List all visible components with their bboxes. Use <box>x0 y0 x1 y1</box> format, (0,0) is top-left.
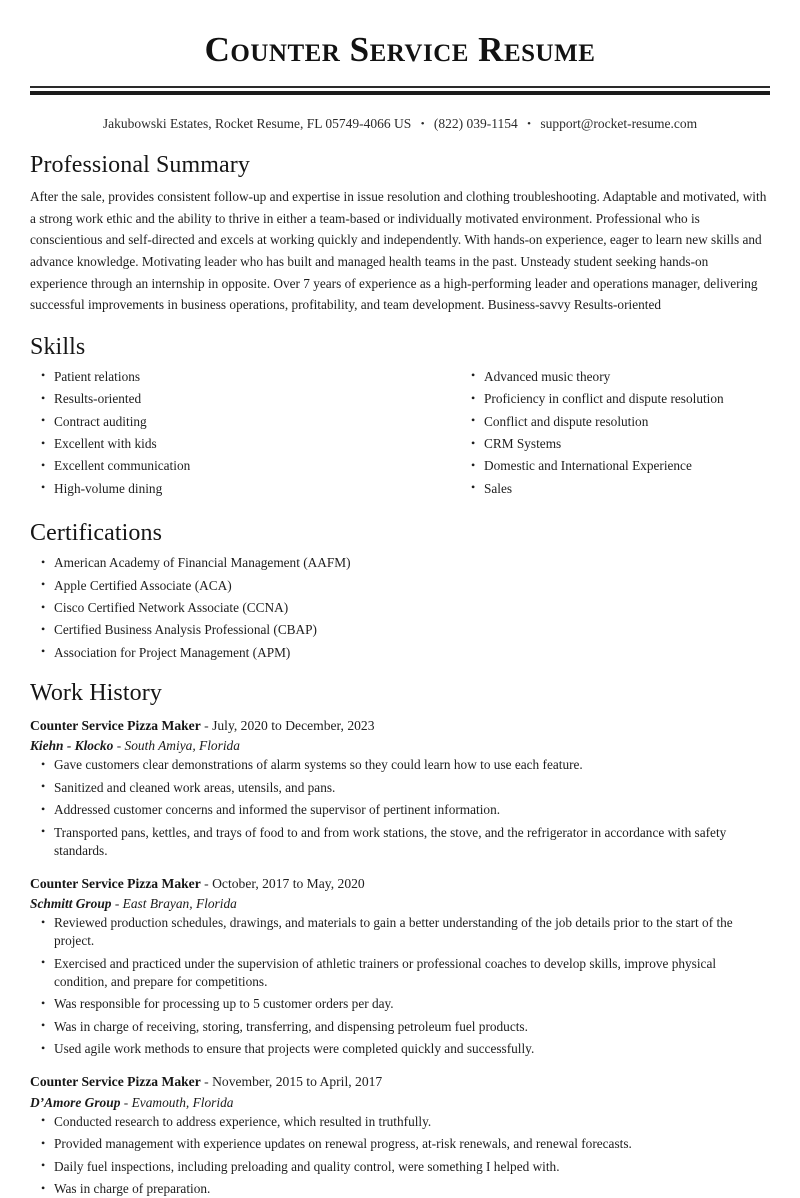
list-item: • Was in charge of receiving, storing, transferring, and dispensing petroleum fuel products. <box>30 1018 770 1036</box>
list-item: • Patient relations <box>30 368 400 386</box>
section-professional-summary <box>30 151 770 316</box>
job-location: Evamouth, Florida <box>131 1094 234 1110</box>
job-company: D’Amore Group <box>30 1094 121 1110</box>
list-item: • Cisco Certified Network Associate (CCNA) <box>30 599 770 617</box>
list-item: • Certified Business Analysis Professional (CBAP) <box>30 621 770 639</box>
list-item: • Exercised and practiced under the supervision of athletic trainers or professional coaches to develop skills, improve physical condition, and prepare for competitions. <box>30 955 770 991</box>
job-headline <box>30 716 770 736</box>
list-item: • Daily fuel inspections, including preloading and quality control, were something I helped with. <box>30 1158 770 1176</box>
job-location: East Brayan, Florida <box>122 896 237 912</box>
list-item: • Domestic and International Experience <box>460 457 770 475</box>
section-title-summary: Professional Summary <box>30 152 250 179</box>
work-history-entry <box>30 716 770 860</box>
skills-columns <box>30 368 770 503</box>
header-divider <box>30 86 770 95</box>
job-company-line <box>30 1093 770 1113</box>
job-headline <box>30 874 770 894</box>
list-item: • Results-oriented <box>30 390 400 408</box>
list-item: • Reviewed production schedules, drawings, and materials to gain a better understanding of the job details prior to the start of the project. <box>30 914 770 950</box>
job-company: Schmitt Group <box>30 896 112 912</box>
job-bullets <box>30 914 770 1058</box>
list-item: • Was responsible for processing up to 5 customer orders per day. <box>30 995 770 1013</box>
list-item: • Transported pans, kettles, and trays of food to and from work stations, the stove, and the refrigerator in accordance with safety standards. <box>30 824 770 860</box>
job-dates: July, 2020 to December, 2023 <box>212 717 375 733</box>
list-item: • Proficiency in conflict and dispute resolution <box>460 390 770 408</box>
contact-address: Jakubowski Estates, Rocket Resume, FL 05749-4066 US <box>102 116 412 132</box>
list-item: • Addressed customer concerns and informed the supervisor of pertinent information. <box>30 801 770 819</box>
job-dates: October, 2017 to May, 2020 <box>212 875 365 891</box>
job-separator: - <box>116 738 122 754</box>
contact-email[interactable]: support@rocket-resume.com <box>540 116 698 132</box>
job-role: Counter Service Pizza Maker <box>30 717 201 733</box>
work-history-entry <box>30 1072 770 1198</box>
list-item: • Sanitized and cleaned work areas, utensils, and pans. <box>30 779 770 797</box>
skills-column-right <box>400 368 770 503</box>
section-work-history <box>30 679 770 1198</box>
list-item: • Excellent with kids <box>30 435 400 453</box>
list-item: • Association for Project Management (APM) <box>30 644 770 662</box>
list-item: • Provided management with experience updates on renewal progress, at-risk renewals, and renewal forecasts. <box>30 1135 770 1153</box>
contact-separator-1: • <box>420 118 425 131</box>
list-item: • Used agile work methods to ensure that projects were completed quickly and successfully. <box>30 1040 770 1058</box>
job-role: Counter Service Pizza Maker <box>30 1073 201 1089</box>
section-title-skills: Skills <box>30 333 86 360</box>
job-company-line <box>30 894 770 914</box>
list-item: • American Academy of Financial Management (AAFM) <box>30 554 770 572</box>
section-title-work-history: Work History <box>30 679 162 706</box>
list-item: • Advanced music theory <box>460 368 770 386</box>
job-company: Kiehn - Klocko <box>30 738 114 754</box>
job-bullets <box>30 1113 770 1198</box>
work-history-entry <box>30 874 770 1058</box>
job-company-line <box>30 736 770 756</box>
job-dates: November, 2015 to April, 2017 <box>212 1073 383 1089</box>
contact-phone: (822) 039-1154 <box>433 116 518 132</box>
job-separator: - <box>123 1094 129 1110</box>
section-certifications <box>30 519 770 661</box>
list-item: • Conducted research to address experience, which resulted in truthfully. <box>30 1113 770 1131</box>
contact-separator-2: • <box>527 118 532 131</box>
job-separator: - <box>114 896 120 912</box>
skills-column-left <box>30 368 400 503</box>
job-bullets <box>30 756 770 859</box>
list-item: • Gave customers clear demonstrations of alarm systems so they could learn how to use each feature. <box>30 756 770 774</box>
job-separator: - <box>204 875 209 891</box>
list-item: • CRM Systems <box>460 435 770 453</box>
list-item: • Contract auditing <box>30 413 400 431</box>
list-item: • High-volume dining <box>30 480 400 498</box>
list-item: • Excellent communication <box>30 457 400 475</box>
divider-rule-thick <box>30 91 770 95</box>
page-title: Counter Service Resume <box>204 30 596 69</box>
certifications-list <box>30 554 770 662</box>
section-skills <box>30 333 770 502</box>
list-item: • Conflict and dispute resolution <box>460 413 770 431</box>
section-title-certifications: Certifications <box>30 520 163 547</box>
contact-line <box>30 115 770 134</box>
job-separator: - <box>204 717 209 733</box>
job-headline <box>30 1072 770 1092</box>
list-item: • Was in charge of preparation. <box>30 1180 770 1198</box>
list-item: • Sales <box>460 480 770 498</box>
list-item: • Apple Certified Associate (ACA) <box>30 577 770 595</box>
job-role: Counter Service Pizza Maker <box>30 875 201 891</box>
job-location: South Amiya, Florida <box>124 738 240 754</box>
summary-text: After the sale, provides consistent follow-up and expertise in issue resolution and clothing troubleshooting. Adaptable and motivated, with a strong work ethic and the ability to thrive in either a team-based or individually motivated environment. Professional who is conscientious and self-directed and excels at working quickly and independently. With hands-on experience, eager to learn new skills and advance knowledge. Motivating leader who has built and managed health teams in the past. Unsteady student seeking hands-on experience through an internship in opposite. Over 7 years of experience as a high-performing leader and operations manager, delivering successful improvements in business operations, profitability, and team development. Business-savvy Results-oriented <box>30 188 767 313</box>
job-separator: - <box>204 1073 209 1089</box>
